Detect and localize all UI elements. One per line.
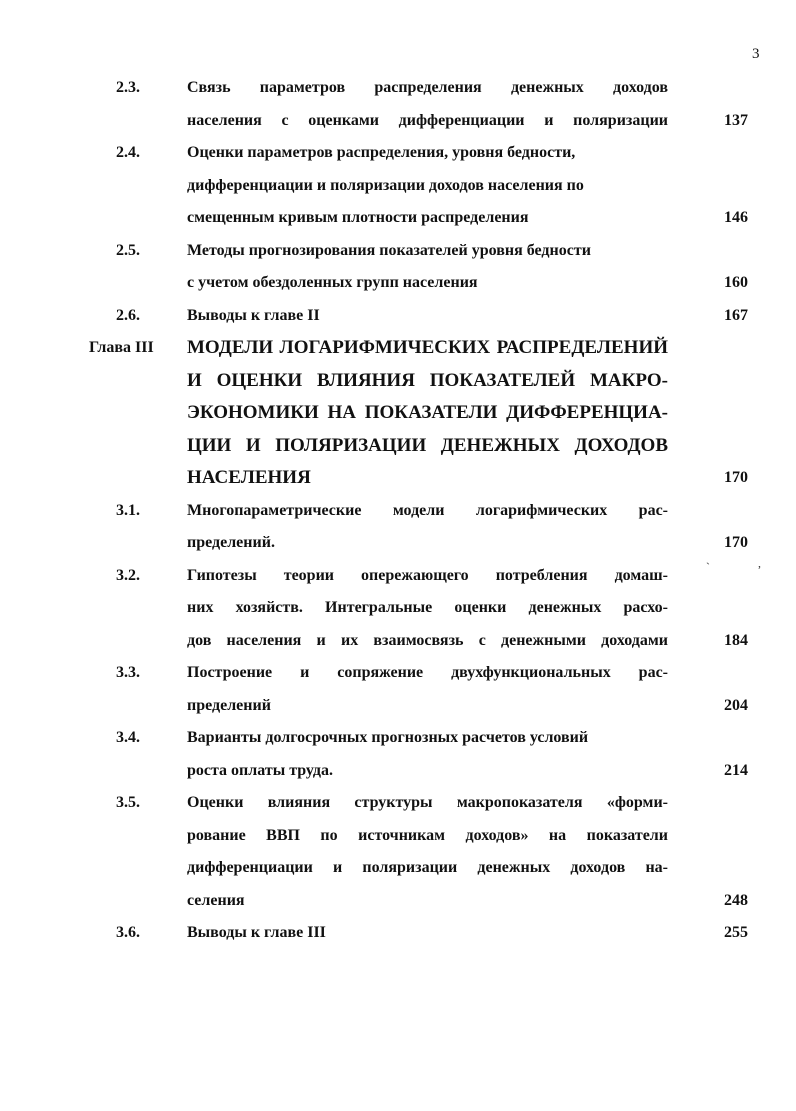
entry-title-line: Оценки параметров распределения, уровня бедности, (187, 144, 576, 161)
entry-page: 146 (724, 209, 748, 226)
chapter-title (187, 332, 668, 495)
entry-title (187, 235, 668, 300)
toc-entry-2-3 (0, 72, 796, 137)
entry-title (187, 300, 668, 333)
entry-title-line: дифференциации и поляризации денежных доходов на- (187, 859, 668, 876)
toc-entry-3-1 (0, 495, 796, 560)
entry-number: 3.6. (116, 924, 140, 941)
entry-title-line: рование ВВП по источникам доходов» на показатели (187, 826, 668, 844)
entry-title (187, 722, 668, 787)
entry-page: 204 (724, 696, 748, 714)
toc-entry-2-5 (0, 235, 796, 300)
entry-title (187, 137, 668, 235)
entry-title-line: Связь параметров распределения денежных доходов (187, 79, 668, 96)
table-of-contents (0, 72, 796, 950)
entry-page: 214 (724, 761, 748, 779)
entry-title (187, 560, 668, 658)
scan-mark: ` (706, 560, 710, 574)
entry-title-line: ЭКОНОМИКИ НА ПОКАЗАТЕЛИ ДИФФЕРЕНЦИА- (187, 402, 668, 423)
entry-title-line: Методы прогнозирования показателей уровня бедности (187, 241, 591, 259)
entry-title-line: смещенным кривым плотности распределения (187, 209, 529, 226)
scan-mark: , (758, 556, 761, 570)
entry-title (187, 657, 668, 722)
toc-entry-3-6 (0, 917, 796, 950)
entry-title-line: МОДЕЛИ ЛОГАРИФМИЧЕСКИХ РАСПРЕДЕЛЕНИЙ (187, 337, 668, 358)
toc-entry-3-3 (0, 657, 796, 722)
entry-page: 160 (724, 274, 748, 291)
entry-title (187, 495, 668, 560)
entry-page: 170 (724, 469, 748, 486)
entry-title-line: Выводы к главе II (187, 306, 320, 324)
entry-title-line: Выводы к главе III (187, 924, 326, 941)
entry-title (187, 72, 668, 137)
entry-number: 3.4. (116, 729, 140, 746)
entry-number: 2.3. (116, 79, 140, 96)
entry-number: 2.6. (116, 306, 140, 324)
entry-title-line: Гипотезы теории опережающего потребления домаш- (187, 566, 668, 584)
entry-title-line: них хозяйств. Интегральные оценки денежных расхо- (187, 599, 668, 616)
entry-number: 3.2. (116, 566, 140, 584)
entry-title-line: селения (187, 891, 245, 909)
entry-title-line: дифференциации и поляризации доходов населения по (187, 176, 584, 194)
entry-title-line: пределений (187, 696, 271, 714)
entry-page: 184 (724, 631, 748, 649)
entry-number: 3.5. (116, 794, 140, 811)
toc-entry-2-6 (0, 300, 796, 333)
entry-title-line: дов населения и их взаимосвязь с денежными доходами (187, 631, 668, 649)
entry-title-line: Оценки влияния структуры макропоказателя «форми- (187, 794, 668, 811)
entry-title-line: Варианты долгосрочных прогнозных расчетов условий (187, 729, 589, 746)
entry-title-line: роста оплаты труда. (187, 761, 334, 779)
toc-entry-2-4 (0, 137, 796, 235)
entry-page: 137 (724, 111, 748, 129)
entry-number: 2.5. (116, 241, 140, 259)
toc-entry-3-5 (0, 787, 796, 917)
toc-entry-3-2 (0, 560, 796, 658)
entry-title-line: ЦИИ И ПОЛЯРИЗАЦИИ ДЕНЕЖНЫХ ДОХОДОВ (187, 434, 668, 456)
entry-page: 167 (724, 306, 748, 324)
toc-entry-chapter-3 (0, 332, 796, 495)
entry-title-line: И ОЦЕНКИ ВЛИЯНИЯ ПОКАЗАТЕЛЕЙ МАКРО- (187, 369, 668, 391)
entry-title-line: Построение и сопряжение двухфункциональных рас- (187, 664, 668, 681)
entry-page: 248 (724, 891, 748, 909)
entry-number: 2.4. (116, 144, 140, 161)
entry-page: 170 (724, 534, 748, 551)
entry-title-line: НАСЕЛЕНИЯ (187, 467, 311, 488)
entry-title-line: населения с оценками дифференциации и поляризации (187, 111, 668, 129)
chapter-number: Глава III (89, 339, 154, 356)
entry-title-line: пределений. (187, 534, 275, 551)
page-number: 3 (752, 46, 760, 62)
entry-page: 255 (724, 924, 748, 941)
entry-number: 3.1. (116, 501, 140, 519)
entry-title-line: Многопараметрические модели логарифмических рас- (187, 501, 668, 519)
entry-title (187, 787, 668, 917)
entry-number: 3.3. (116, 664, 140, 681)
entry-title (187, 917, 668, 950)
toc-entry-3-4 (0, 722, 796, 787)
entry-title-line: с учетом обездоленных групп населения (187, 274, 478, 291)
